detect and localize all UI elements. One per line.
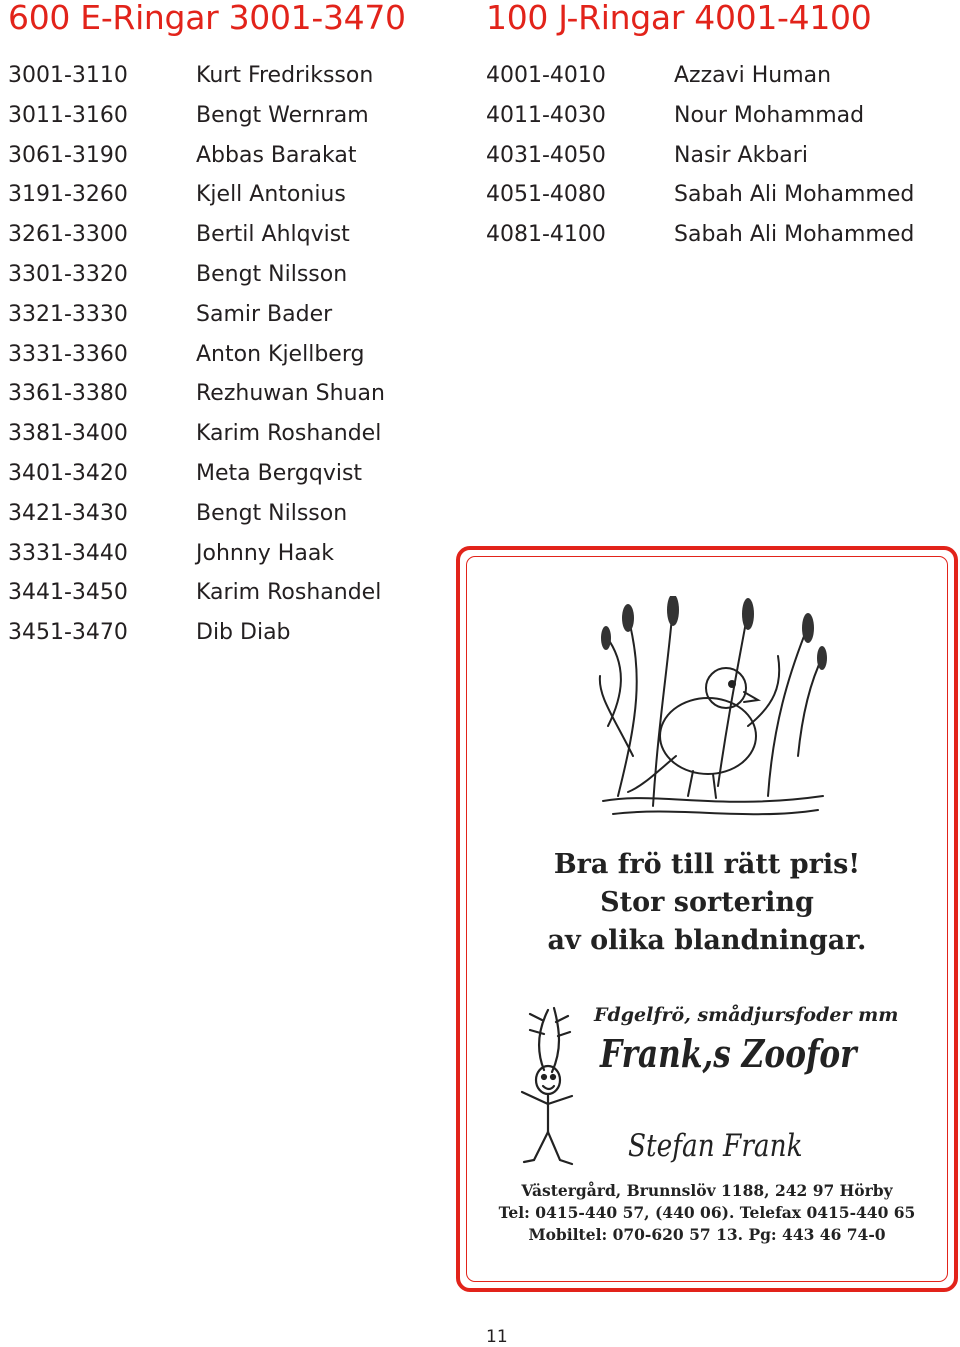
advertisement (456, 546, 958, 1292)
ring-range: 3301-3320 (8, 261, 128, 287)
ring-holder-name: Rezhuwan Shuan (196, 381, 385, 407)
ring-row (8, 534, 458, 574)
ad-slogan-line-1: Bra frö till rätt pris! (553, 849, 861, 880)
e-ringar-list (8, 56, 458, 653)
ring-holder-name: Azzavi Human (674, 63, 832, 88)
ring-range: 3331-3440 (8, 540, 128, 566)
ring-row (8, 175, 458, 215)
ring-row (8, 295, 458, 335)
ring-range: 4081-4100 (486, 222, 606, 248)
ad-address: Västergård, Brunnslöv 1188, 242 97 Hörby (521, 1181, 893, 1200)
ring-range: 4001-4010 (486, 63, 606, 88)
ring-range: 4031-4050 (486, 142, 606, 168)
ring-holder-name: Sabah Ali Mohammed (674, 222, 915, 248)
ring-holder-name: Karim Roshandel (196, 421, 382, 447)
ring-holder-name: Kurt Fredriksson (196, 63, 374, 88)
ad-phone: Tel: 0415-440 57, (440 06). Telefax 0415-440 65 (498, 1203, 916, 1222)
ring-holder-name: Kjell Antonius (196, 182, 346, 208)
ring-row (8, 136, 458, 176)
ring-holder-name: Bengt Nilsson (196, 500, 348, 526)
ring-row (486, 96, 956, 136)
ad-owner-name: Stefan Frank (628, 1128, 803, 1164)
ring-row (8, 335, 458, 375)
ring-holder-name: Abbas Barakat (196, 142, 357, 168)
ring-holder-name: Bengt Wernram (196, 102, 369, 128)
ring-row (486, 136, 956, 176)
ring-range: 4051-4080 (486, 182, 606, 208)
ring-holder-name: Johnny Haak (196, 540, 335, 566)
ring-range: 4011-4030 (486, 102, 606, 128)
ring-range: 3421-3430 (8, 500, 128, 526)
ring-row (486, 215, 956, 255)
ring-holder-name: Bertil Ahlqvist (196, 222, 350, 248)
ring-range: 3321-3330 (8, 301, 128, 327)
ring-row (8, 454, 458, 494)
ad-slogan-line-3: av olika blandningar. (547, 925, 867, 956)
ring-row (8, 494, 458, 534)
ring-range: 3401-3420 (8, 460, 128, 486)
ring-row (8, 374, 458, 414)
ring-holder-name: Karim Roshandel (196, 580, 382, 606)
ring-holder-name: Nour Mohammad (674, 102, 865, 128)
ring-row (486, 56, 956, 96)
j-ringar-title: 100 J-Ringar 4001-4100 (486, 0, 872, 37)
ring-row (8, 414, 458, 454)
ring-holder-name: Bengt Nilsson (196, 261, 348, 287)
ring-range: 3011-3160 (8, 102, 128, 128)
ring-range: 3451-3470 (8, 620, 128, 646)
ring-range: 3061-3190 (8, 142, 128, 168)
ring-row (8, 613, 458, 653)
ring-row (8, 96, 458, 136)
bird-on-wheat-illustration (598, 596, 828, 826)
ring-range: 3261-3300 (8, 222, 128, 248)
j-ringar-list (486, 56, 956, 255)
ring-holder-name: Sabah Ali Mohammed (674, 182, 915, 208)
ring-row (8, 255, 458, 295)
ring-row (8, 56, 458, 96)
ring-row (486, 175, 956, 215)
ring-holder-name: Dib Diab (196, 620, 291, 646)
ring-holder-name: Samir Bader (196, 301, 333, 327)
e-ringar-title: 600 E-Ringar 3001-3470 (8, 0, 406, 37)
page-number: 11 (486, 1327, 508, 1347)
ring-range: 3331-3360 (8, 341, 128, 367)
ring-range: 3441-3450 (8, 580, 128, 606)
ring-holder-name: Nasir Akbari (674, 142, 808, 168)
ad-slogan-line-2: Stor sortering (600, 887, 814, 918)
ring-row (8, 573, 458, 613)
ring-holder-name: Anton Kjellberg (196, 341, 365, 367)
ring-range: 3361-3380 (8, 381, 128, 407)
ring-holder-name: Meta Bergqvist (196, 460, 363, 486)
ad-subtitle: Fdgelfrö, smådjursfoder mm (594, 1004, 899, 1026)
ad-mobile: Mobiltel: 070-620 57 13. Pg: 443 46 74-0 (528, 1225, 886, 1244)
ad-brand-name: Frank,s Zoofor (600, 1031, 857, 1076)
ring-row (8, 215, 458, 255)
wheat-mascot-illustration (508, 1000, 588, 1180)
ring-range: 3001-3110 (8, 63, 128, 88)
ring-range: 3191-3260 (8, 182, 128, 208)
ring-range: 3381-3400 (8, 421, 128, 447)
